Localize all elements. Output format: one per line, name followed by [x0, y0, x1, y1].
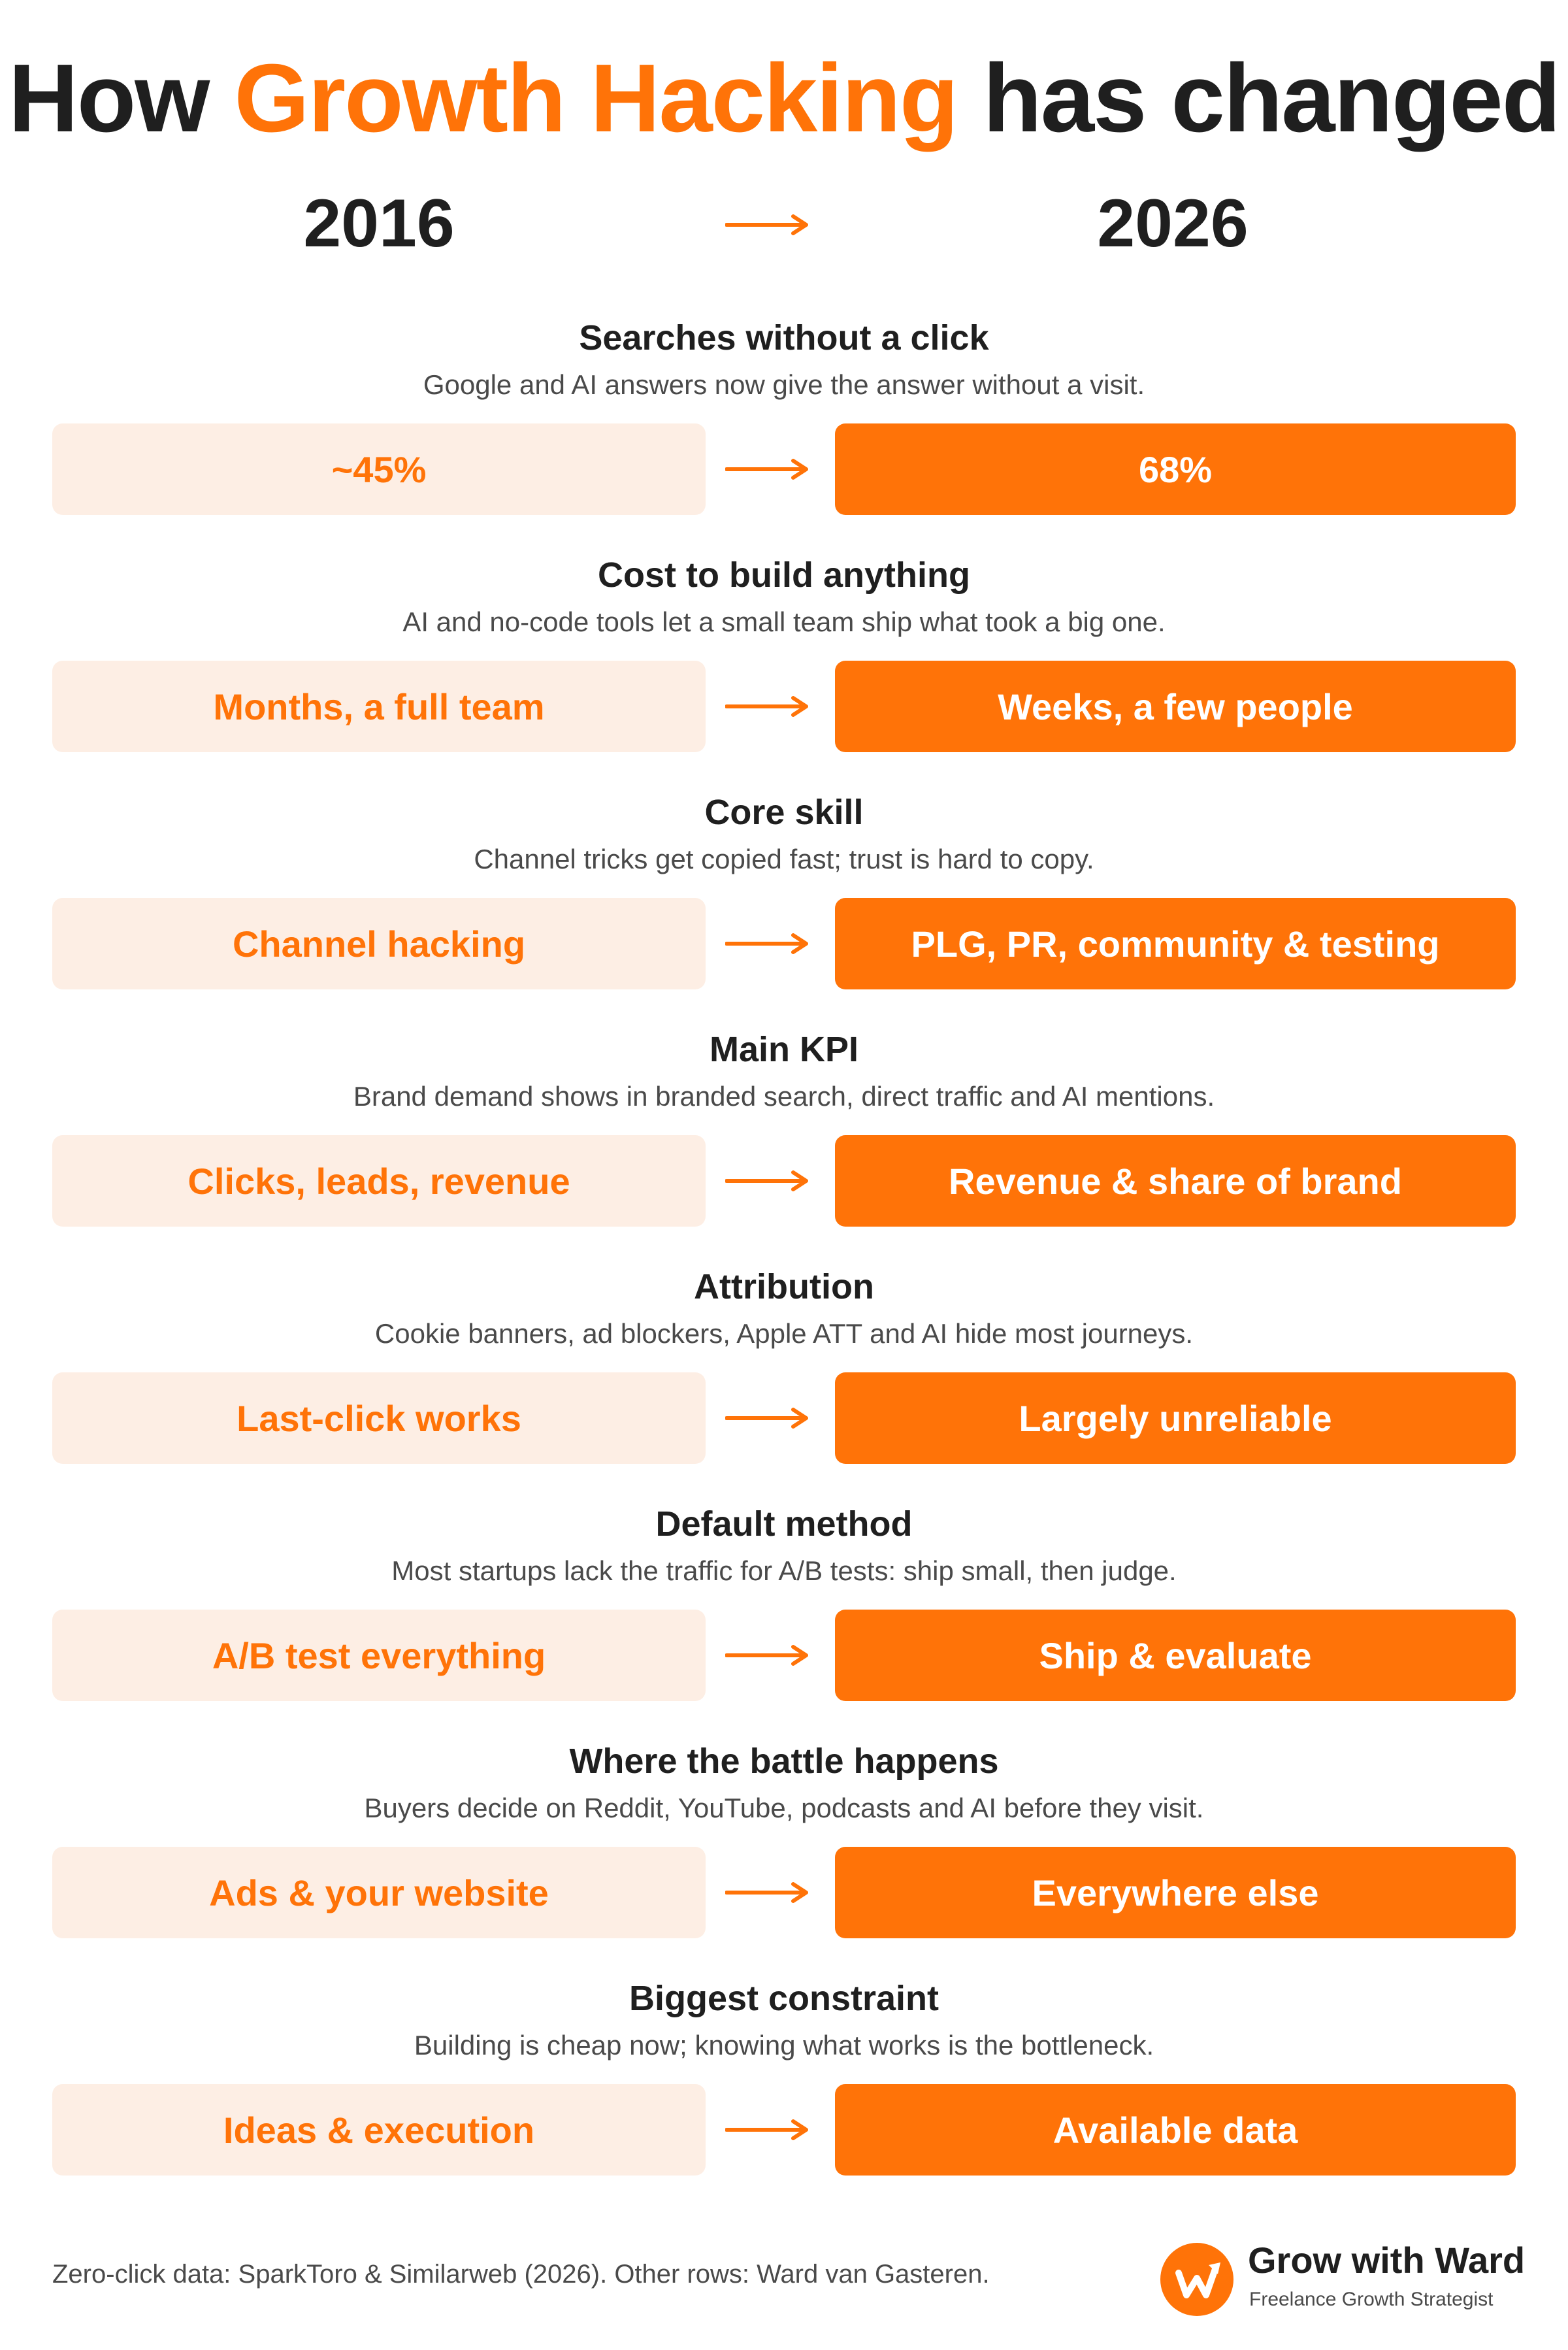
after-value: Revenue & share of brand	[835, 1135, 1516, 1227]
row-description: Cookie banners, ad blockers, Apple ATT and AI hide most journeys.	[374, 1318, 1194, 1349]
before-value: Ads & your website	[52, 1847, 706, 1938]
row-title: Core skill	[704, 793, 864, 832]
title-part-2: has changed	[957, 44, 1560, 152]
row-description: AI and no-code tools let a small team ship what took a big one.	[402, 606, 1166, 637]
row-arrow-icon	[725, 458, 810, 480]
row-description: Google and AI answers now give the answer without a visit.	[423, 369, 1145, 400]
before-value: Ideas & execution	[52, 2084, 706, 2176]
row-title: Default method	[655, 1504, 913, 1544]
row-title: Attribution	[694, 1267, 874, 1306]
row-title: Where the battle happens	[569, 1742, 999, 1781]
row-description: Most startups lack the traffic for A/B tests: ship small, then judge.	[391, 1555, 1177, 1586]
before-value: Months, a full team	[52, 661, 706, 752]
after-value: Everywhere else	[835, 1847, 1516, 1938]
after-value: 68%	[835, 423, 1516, 515]
year-to: 2026	[1097, 186, 1249, 261]
after-value: Ship & evaluate	[835, 1610, 1516, 1701]
after-value: Weeks, a few people	[835, 661, 1516, 752]
before-value: ~45%	[52, 423, 706, 515]
row-arrow-icon	[725, 933, 810, 955]
row-description: Building is cheap now; knowing what works is the bottleneck.	[414, 2030, 1154, 2060]
row-arrow-icon	[725, 1881, 810, 1904]
row-title: Cost to build anything	[598, 555, 970, 595]
year-from: 2016	[303, 186, 455, 261]
row-arrow-icon	[725, 2119, 810, 2141]
row-arrow-icon	[725, 1170, 810, 1192]
row-title: Searches without a click	[579, 318, 989, 357]
after-value: Available data	[835, 2084, 1516, 2176]
row-arrow-icon	[725, 1407, 810, 1429]
page-title	[0, 46, 1568, 152]
after-value: PLG, PR, community & testing	[835, 898, 1516, 989]
title-part-1: How	[8, 44, 235, 152]
before-value: Last-click works	[52, 1372, 706, 1464]
brand-tagline: Freelance Growth Strategist	[1249, 2289, 1494, 2310]
row-arrow-icon	[725, 1644, 810, 1666]
row-arrow-icon	[725, 695, 810, 718]
source-note: Zero-click data: SparkToro & Similarweb (2026). Other rows: Ward van Gasteren.	[52, 2260, 990, 2289]
row-description: Brand demand shows in branded search, direct traffic and AI mentions.	[353, 1081, 1215, 1112]
header-arrow-icon	[725, 214, 810, 236]
row-title: Main KPI	[709, 1030, 859, 1069]
after-value: Largely unreliable	[835, 1372, 1516, 1464]
title-accent: Growth Hacking	[234, 44, 958, 152]
before-value: Channel hacking	[52, 898, 706, 989]
before-value: Clicks, leads, revenue	[52, 1135, 706, 1227]
brand-logo-icon	[1160, 2243, 1233, 2316]
brand-name: Grow with Ward	[1248, 2240, 1526, 2281]
row-description: Buyers decide on Reddit, YouTube, podcasts and AI before they visit.	[364, 1793, 1204, 1823]
before-value: A/B test everything	[52, 1610, 706, 1701]
row-description: Channel tricks get copied fast; trust is hard to copy.	[474, 844, 1094, 874]
row-title: Biggest constraint	[629, 1979, 939, 2018]
